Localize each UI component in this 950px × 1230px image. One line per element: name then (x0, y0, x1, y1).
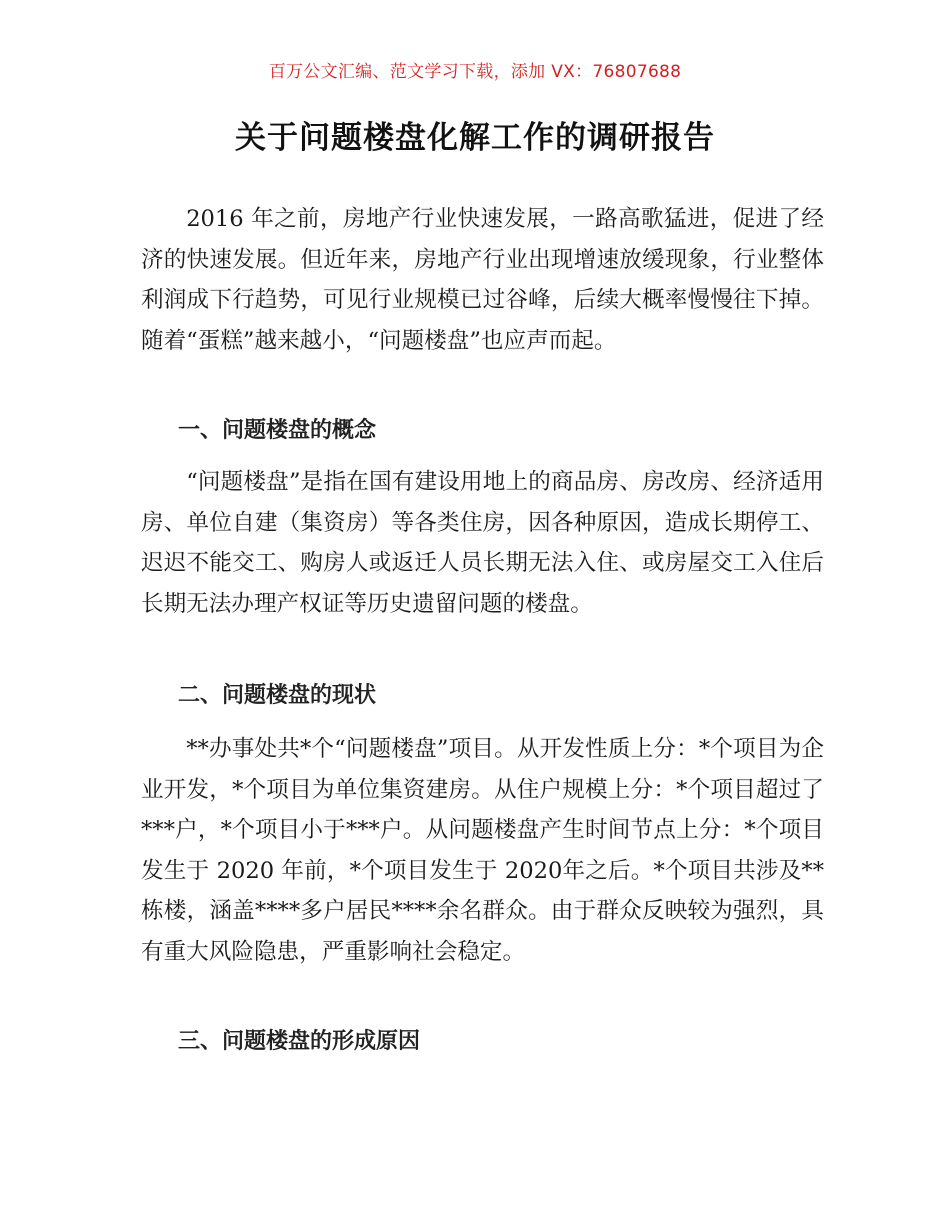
section-heading-concept: 一、问题楼盘的概念 (178, 418, 377, 443)
section-heading-status: 二、问题楼盘的现状 (178, 683, 377, 708)
intro-paragraph: 2016 年之前，房地产行业快速发展，一路高歌猛进，促进了经济的快速发展。但近年来，房地产行业出现增速放缓现象，行业整体利润成下行趋势，可见行业规模已过谷峰，后续大概率慢慢往下掉。随着“蛋糕”越来越小，“问题楼盘”也应声而起。 (141, 206, 824, 354)
section-paragraph-concept: “问题楼盘”是指在国有建设用地上的商品房、房改房、经济适用房、单位自建（集资房）等各类住房，因各种原因，造成长期停工、迟迟不能交工、购房人或返迁人员长期无法入住、或房屋交工入住后长期无法办理产权证等历史遗留问题的楼盘。 (141, 469, 824, 617)
header-banner: 百万公文汇编、范文学习下载，添加 VX：76807688 (268, 62, 682, 82)
section-heading-causes: 三、问题楼盘的形成原因 (178, 1029, 421, 1054)
section-paragraph-status: **办事处共*个“问题楼盘”项目。从开发性质上分：*个项目为企业开发，*个项目为单位集资建房。从住户规模上分：*个项目超过了***户，*个项目小于***户。从问题楼盘产生时间节点上分：*个项目发生于 2020 年前，*个项目发生于 2020年之后。*个项目共涉及**栋楼，涵盖****多户居民****余名群众。由于群众反映较为强烈，具有重大风险隐患，严重影响社会稳定。 (141, 736, 824, 965)
document-title: 关于问题楼盘化解工作的调研报告 (235, 120, 715, 156)
